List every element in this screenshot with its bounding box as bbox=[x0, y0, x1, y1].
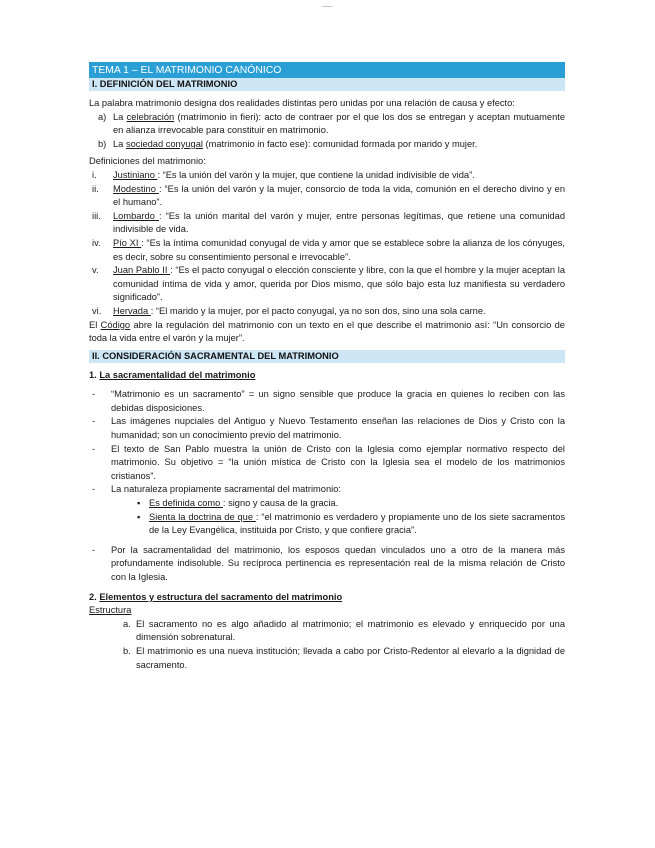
definition-text: : “Es el pacto conyugal o elección consciente y libre, con la que el hombre y la mujer aceptan la comunidad íntima de vida y amor, querida por Dios mismo, que sólo bajo esta luz manifiesta su verdadero significado”. bbox=[113, 265, 565, 303]
subsection-title: La sacramentalidad del matrimonio bbox=[99, 369, 256, 380]
list-text: (matrimonio in facto ese): comunidad formada por marido y mujer. bbox=[202, 138, 478, 149]
list-item bbox=[89, 138, 565, 152]
term-codigo: Código bbox=[100, 319, 131, 330]
list-item bbox=[89, 388, 565, 415]
subsection-title: Elementos y estructura del sacramento del matrimonio bbox=[99, 591, 343, 602]
list-text: El sacramento no es algo añadido al matrimonio; el matrimonio es elevado y enriquecido por una dimensión sobrenatural. bbox=[136, 618, 565, 643]
realities-list bbox=[89, 111, 565, 152]
nature-item bbox=[89, 497, 565, 511]
subsection-number: 1. bbox=[89, 369, 100, 380]
estructura-label: Estructura bbox=[89, 605, 132, 616]
codigo-pre: El bbox=[89, 319, 101, 330]
definition-text: : “Es la unión del varón y la mujer, que contiene la unidad indivisible de vida”. bbox=[157, 169, 475, 180]
definition-item bbox=[89, 305, 565, 319]
list-marker: vi. bbox=[92, 305, 102, 316]
definition-item bbox=[89, 169, 565, 183]
definition-text: : “Es la unión del varón y la mujer, consorcio de toda la vida, comunión en el derecho divino y en el humano”. bbox=[113, 183, 565, 208]
dash-marker: - bbox=[92, 484, 96, 495]
point-text: “Matrimonio es un sacramento” = un signo sensible que produce la gracia en quienes lo reciben con las debidas disposiciones. bbox=[111, 389, 565, 413]
nature-item bbox=[89, 511, 565, 538]
document-title: TEMA 1 – EL MATRIMONIO CANÓNICO bbox=[89, 62, 565, 78]
nature-term: Es definida como bbox=[149, 498, 223, 509]
subsection-number: 2. bbox=[89, 591, 100, 602]
list-item bbox=[89, 645, 565, 672]
point-text: Por la sacramentalidad del matrimonio, los esposos quedan vinculados uno a otro de la manera más profundamente indisoluble. Su recíproca pertinencia es representación real de la misma relación de Cristo con la Iglesia. bbox=[111, 544, 565, 582]
list-marker: v. bbox=[92, 265, 99, 276]
list-item bbox=[89, 443, 565, 484]
codigo-paragraph bbox=[89, 319, 565, 346]
document-page bbox=[89, 62, 565, 672]
definition-author: Juan Pablo II bbox=[113, 265, 171, 276]
square-bullet-icon: ▪ bbox=[137, 498, 141, 509]
definition-item bbox=[89, 183, 565, 210]
square-bullet-icon: ▪ bbox=[137, 511, 141, 522]
page-header-mark: ___ bbox=[322, 1, 333, 7]
sacramentality-points bbox=[89, 388, 565, 584]
subsection-heading-sacramentalidad bbox=[89, 369, 565, 383]
definition-author: Justiniano bbox=[113, 169, 158, 180]
definition-author: Lombardo bbox=[113, 210, 159, 221]
nature-term: Sienta la doctrina de que bbox=[149, 511, 256, 522]
nature-text: : “el matrimonio es verdadero y propiamente uno de los siete sacramentos de la Ley Evangélica, instituida por Cristo, y que confiere gracia”. bbox=[149, 511, 565, 536]
definition-text: : “Es la íntima comunidad conyugal de vida y amor que se establece sobre la alianza de los cónyuges, es decir, sobre su consentimiento personal e irrevocable”. bbox=[113, 237, 566, 262]
list-item bbox=[89, 618, 565, 645]
definition-item bbox=[89, 237, 565, 264]
point-text: El texto de San Pablo muestra la unión de Cristo con la Iglesia como ejemplar normativo respecto del matrimonio. Su objetivo = “la unión mística de Cristo con la Iglesia sea el modelo de los matrimonios cristianos”. bbox=[111, 443, 565, 481]
list-marker: ii. bbox=[92, 183, 99, 194]
list-marker: b) bbox=[98, 138, 107, 149]
list-marker: iv. bbox=[92, 237, 101, 248]
list-marker: iii. bbox=[92, 210, 101, 221]
list-text: La bbox=[113, 138, 126, 149]
list-item bbox=[89, 111, 565, 138]
definition-item bbox=[89, 264, 565, 305]
dash-marker: - bbox=[92, 389, 96, 400]
definition-item bbox=[89, 210, 565, 237]
definitions-intro: Definiciones del matrimonio: bbox=[89, 156, 206, 167]
dash-marker: - bbox=[92, 544, 96, 555]
estructura-list bbox=[89, 618, 565, 672]
intro-paragraph: La palabra matrimonio designa dos realidades distintas pero unidas por una relación de causa y efecto: bbox=[89, 98, 515, 108]
term-sociedad-conyugal: sociedad conyugal bbox=[125, 138, 203, 149]
list-marker: i. bbox=[92, 169, 97, 180]
section-heading-definicion: I. DEFINICIÓN DEL MATRIMONIO bbox=[89, 78, 565, 91]
point-text: Las imágenes nupciales del Antiguo y Nuevo Testamento enseñan las relaciones de Dios y Cristo con la humanidad; son un conocimiento previo del matrimonio. bbox=[111, 416, 565, 441]
list-item bbox=[89, 415, 565, 442]
section-heading-sacramental: II. CONSIDERACIÓN SACRAMENTAL DEL MATRIMONIO bbox=[89, 350, 565, 363]
list-text: (matrimonio in fieri): acto de contraer por el que los dos se entregan y aceptan mutuamente en alianza irrevocable para constituir en matrimonio. bbox=[113, 111, 565, 136]
list-marker: a. bbox=[123, 618, 131, 629]
list-text: El matrimonio es una nueva institución; llevada a cabo por Cristo-Redentor al elevarlo a la dignidad de sacramento. bbox=[136, 645, 565, 670]
dash-marker: - bbox=[92, 416, 96, 427]
definition-author: Hervada bbox=[113, 305, 151, 316]
point-text: La naturaleza propiamente sacramental del matrimonio: bbox=[111, 484, 341, 495]
list-marker: a) bbox=[98, 111, 107, 122]
list-text: La bbox=[113, 111, 127, 122]
definition-text: : “Es la unión marital del varón y mujer, entre personas legítimas, que retiene una comunidad indivisible de vida. bbox=[113, 210, 565, 235]
dash-marker: - bbox=[92, 443, 96, 454]
definitions-list bbox=[89, 169, 565, 319]
definition-author: Modestino bbox=[113, 183, 159, 194]
list-item bbox=[89, 483, 565, 497]
codigo-text: abre la regulación del matrimonio con un texto en el que describe el matrimonio así: “Un consorcio de toda la vida entre el varón y la mujer”. bbox=[89, 319, 565, 344]
nature-text: : signo y causa de la gracia. bbox=[222, 498, 339, 509]
definition-text: : “El marido y la mujer, por el pacto conyugal, ya no son dos, sino una sola carne. bbox=[150, 305, 486, 316]
list-marker: b. bbox=[123, 645, 131, 656]
term-celebracion: celebración bbox=[126, 111, 175, 122]
list-item bbox=[89, 544, 565, 585]
definition-author: Pío XI bbox=[113, 237, 142, 248]
subsection-heading-elementos bbox=[89, 591, 565, 605]
